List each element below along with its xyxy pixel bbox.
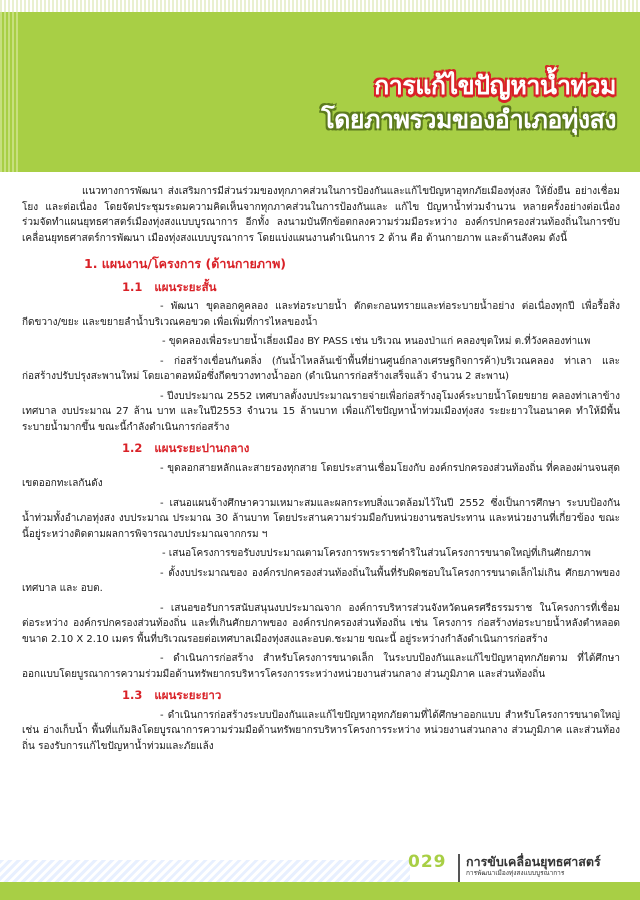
page-title-line1: การแก้ไขปัญหาน้ำท่วม bbox=[374, 71, 616, 100]
list-item: - ตั้งงบประมาณของ องค์กรปกครองส่วนท้องถิ่นในพื้นที่รับผิดชอบในโครงการขนาดเล็กไม่เกิน ศักยภาพของเทศบาล และ อบต. bbox=[22, 567, 620, 594]
list-item: - ปีงบประมาณ 2552 เทศบาลตั้งงบประมาณรายจ่ายเพื่อก่อสร้างอุโมงค์ระบายน้ำโดยขยาย คลองท่าเลาข้างเทศบาล งบประมาณ 27 ล้าน บาท และในปี2553 จำนวน 15 ล้านบาท เพื่อแก้ไขปัญหาน้ำท่วมเมืองทุ่งสง ระยะยาวในอนาคต ทำให้มีพื้นระบายน้ำมากขึ้น ขณะนี้กำลังดำเนินการก่อสร้าง bbox=[22, 390, 620, 433]
footer-subtitle: การพัฒนาเมืองทุ่งสงแบบบูรณาการ bbox=[466, 869, 565, 877]
list-item: - ดำเนินการก่อสร้างระบบป้องกันและแก้ไขปัญหาอุทกภัยตามที่ได้ศึกษาออกแบบ สำหรับโครงการขนาดใหญ่ เช่น อ่างเก็บน้ำ พื้นที่แก้มลิงโดยบูรณาการความร่วมมือด้านทรัพยากรบริหารโครงการระหว่าง หน่วยงานส่วนกลาง ส่วนภูมิภาค และส่วนท้องถิ่น รองรับการแก้ไขปัญหาน้ำท่วมและภัยแล้ง bbox=[22, 709, 620, 752]
intro-paragraph: แนวทางการพัฒนา ส่งเสริมการมีส่วนร่วมของทุกภาคส่วนในการป้องกันและแก้ไขปัญหาอุทกภัยเมืองทุ่งสง ให้ยั่งยืน อย่างเชื่อมโยง และต่อเนื่อง โดยจัดประชุมระดมความคิดเห็นจากทุกภาคส่วนในการป้องกันและ แก้ไข ปัญหาน้ำท่วมจำนวน หลายครั้งอย่างต่อเนื่อง ร่วมจัดทำแผนยุทธศาสตร์เมืองทุ่งสงแบบบูรณาการ อีกทั้ง ลงนามบันทึกข้อตกลงความร่วมมือระหว่าง องค์กรปกครองส่วนท้องถิ่นในการขับเคลื่อนยุทธศาสตร์การพัฒนา เมืองทุ่งสงแบบบูรณาการ โดยแบ่งแผนงานดำเนินการ 2 ด้าน คือ ด้านกายภาพ และด้านสังคม ดังนี้ bbox=[22, 186, 620, 244]
page-title-line2: โดยภาพรวมของอำเภอทุ่งสง bbox=[321, 105, 616, 134]
document-body bbox=[22, 184, 620, 758]
subsection-title: แผนระยะสั้น bbox=[154, 279, 217, 294]
top-decorative-stripe bbox=[0, 0, 640, 12]
subsection-number: 1.3 bbox=[122, 688, 143, 702]
subsection-heading-1-3 bbox=[122, 688, 620, 704]
section-heading: 1. แผนงาน/โครงการ (ด้านกายภาพ) bbox=[84, 256, 287, 271]
list-item: - พัฒนา ขุดลอกคูคลอง และท่อระบายน้ำ ตักตะกอนทรายและท่อระบายน้ำอย่าง ต่อเนื่องทุกปี เพื่อรื้อสิ่งกีดขวาง/ขยะ และขยายลำน้ำบริเวณคอขวด เพื่อเพิ่มที่การไหลของน้ำ bbox=[22, 301, 620, 328]
footer-divider bbox=[458, 854, 460, 882]
footer-title: การขับเคลื่อนยุทธศาสตร์ bbox=[466, 854, 601, 869]
subsection-heading-1-1 bbox=[122, 280, 620, 296]
subsection-number: 1.2 bbox=[122, 441, 143, 455]
page-footer bbox=[0, 852, 640, 900]
list-item: - เสนอโครงการขอรับงบประมาณตามโครงการพระราชดำริในส่วนโครงการขนาดใหญ่ที่เกินศักยภาพ bbox=[162, 548, 591, 559]
list-item: - เสนอขอรับการสนับสนุนงบประมาณจาก องค์การบริหารส่วนจังหวัดนครศรีธรรมราช ในโครงการที่เชื่อมต่อระหว่าง องค์กรปกครองส่วนท้องถิ่น และที่เกินศักยภาพของ องค์กรปกครองส่วนท้องถิ่น เช่น โครงการ ก่อสร้างท่อระบายน้ำหลังตำหลอด ขนาด 2.10 X 2.10 เมตร พื้นที่บริเวณรอยต่อเทศบาลเมืองทุ่งสงและอบต.ชะมาย ขณะนี้ อยู่ระหว่างกำลังดำเนินการก่อสร้าง bbox=[22, 602, 620, 645]
footer-band bbox=[0, 882, 640, 900]
subsection-heading-1-2 bbox=[122, 441, 620, 457]
subsection-number: 1.1 bbox=[122, 279, 143, 294]
list-item: - ขุดลอกสายหลักและสายรองทุกสาย โดยประสานเชื่อมโยงกับ องค์กรปกครองส่วนท้องถิ่น ที่คลองผ่านจนสุดเขตออกทะเลกันดัง bbox=[22, 462, 620, 489]
page-number: 029 bbox=[408, 852, 447, 872]
subsection-title: แผนระยะปานกลาง bbox=[154, 441, 250, 455]
list-item: - ดำเนินการก่อสร้าง สำหรับโครงการขนาดเล็ก ในระบบป้องกันและแก้ไขปัญหาอุทกภัยตาม ที่ได้ศึกษาออกแบบโดยบูรณาการความร่วมมือด้านทรัพยากรบริหารโครงการระหว่างหน่วยงานส่วนกลาง ส่วนภูมิภาค และส่วนท้องถิ่น bbox=[22, 653, 620, 680]
list-item: - ขุดคลองเพื่อระบายน้ำเลี่ยงเมือง BY PASS เช่น บริเวณ หนองป่าแก่ คลองขุดใหม่ ต.ที่วังคลองท่าแพ bbox=[162, 336, 591, 347]
list-item: - เสนอแผนจ้างศึกษาความเหมาะสมและผลกระทบสิ่งแวดล้อมไว้ในปี 2552 ซึ่งเป็นการศึกษา ระบบป้องกันน้ำท่วมทั้งอำเภอทุ่งสง งบประมาณ ประมาณ 30 ล้านบาท โดยประสานความร่วมมือกับหน่วยงานชลประทาน และหน่วยงานที่เกี่ยวข้อง ขณะนี้อยู่ระหว่างติดตามผลการพิจารณางบประมาณจากกรม ฯ bbox=[22, 497, 620, 540]
header-left-stripes bbox=[0, 12, 20, 172]
subsection-title: แผนระยะยาว bbox=[154, 688, 222, 702]
list-item: - ก่อสร้างเขื่อนกันตลิ่ง (กันน้ำไหลล้นเข้าพื้นที่ย่านศูนย์กลางเศรษฐกิจการค้า)บริเวณคลอง ท่าเลา และก่อสร้างปรับปรุงสะพานใหม่ โดยเอาตอหม้อซึ่งกีดขวางทางน้ำออก (ดำเนินการก่อสร้างเสร็จแล้ว จำนวน 2 สะพาน) bbox=[22, 355, 620, 382]
